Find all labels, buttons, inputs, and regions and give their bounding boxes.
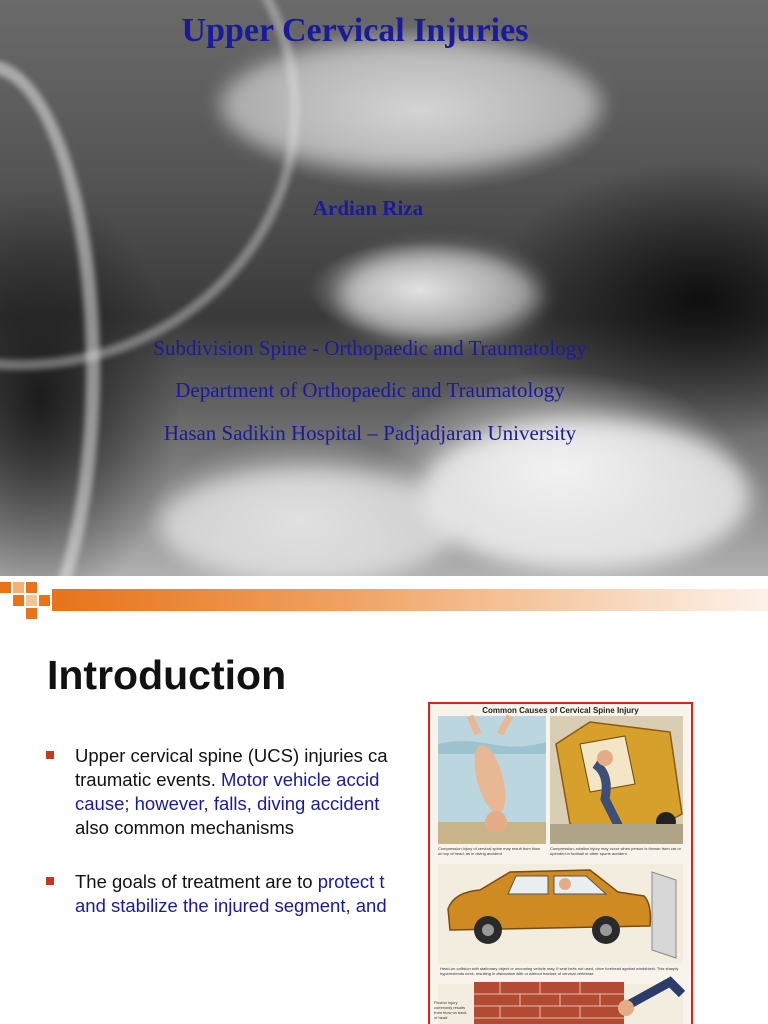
xray-vertebra xyxy=(160,470,460,576)
bullet-square-icon xyxy=(46,877,54,885)
bullet-square-icon xyxy=(46,751,54,759)
illustration-caption: Compression–rotation injury may occur when person is thrown from car or upended in football or other sports accident xyxy=(550,846,681,856)
illustration-caption: Flexion injury commonly results from blow on back of head xyxy=(434,1000,467,1020)
bullet-text: The goals of treatment are to protect t and stabilize the injured segment, and xyxy=(75,871,387,916)
slide-title: Introduction xyxy=(47,652,287,698)
illustration-caption: Compression injury of cervical spine may result from blow on top of head, as in diving accident xyxy=(438,846,541,856)
affiliation-line: Hasan Sadikin Hospital – Padjadjaran University xyxy=(163,421,577,445)
cervical-injury-illustration xyxy=(428,702,693,1024)
slide-title: Upper Cervical Injuries xyxy=(181,12,529,49)
xray-vertebra xyxy=(340,250,540,340)
illustration-drawing xyxy=(430,704,691,1024)
affiliation-line: Department of Orthopaedic and Traumatology xyxy=(175,378,565,402)
author-name: Ardian Riza xyxy=(312,196,424,220)
xray-skull-base xyxy=(220,40,600,170)
illustration-caption: Head-on collision with stationary object or oncoming vehicle may, if seat belts not used, drive forehead against windshield. This sharply hyperextends neck, resulting in dislocation with or without fracture of cervical vertebrae xyxy=(440,966,679,976)
affiliation-line: Subdivision Spine - Orthopaedic and Traumatology xyxy=(153,336,587,360)
bullet-text: Upper cervical spine (UCS) injuries ca traumatic events. Motor vehicle accid cause; however, falls, diving accident also common mechanisms xyxy=(75,745,388,838)
illustration-title: Common Causes of Cervical Spine Injury xyxy=(482,706,639,715)
header-gradient-bar xyxy=(52,589,768,611)
introduction-slide xyxy=(0,576,768,1024)
